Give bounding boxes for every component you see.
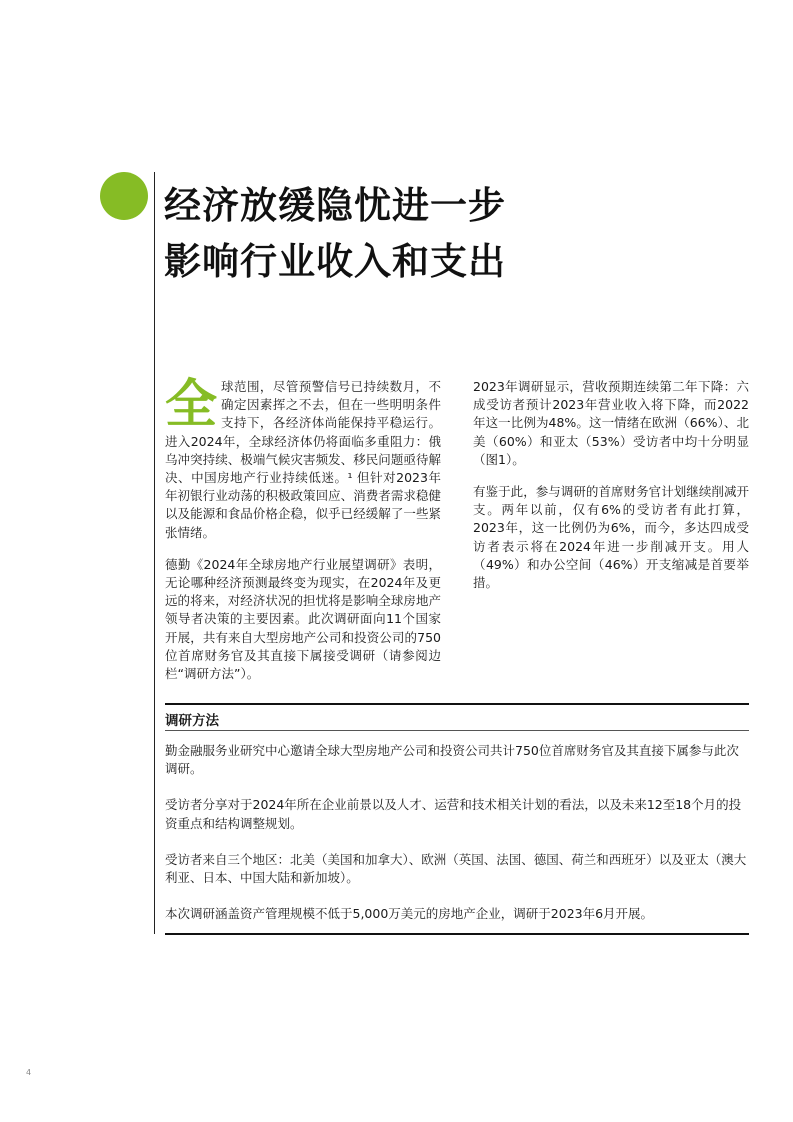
green-circle-icon — [100, 172, 148, 220]
sidebar-bottom-rule — [165, 933, 749, 935]
revenue-paragraph: 2023年调研显示，营收预期连续第二年下降：六成受访者预计2023年营业收入将下降，而2022年这一比例为48%。这一情绪在欧洲（66%）、北美（60%）和亚太（53%）受访者中均十分明显（图1）。 — [473, 379, 749, 467]
title-line-1: 经济放缓隐忧进一步 — [164, 184, 506, 227]
intro-paragraph-text: 球范围，尽管预警信号已持续数月，不确定因素挥之不去，但在一些明明条件支持下，各经济体尚能保持平稳运行。进入2024年，全球经济体仍将面临多重阻力：俄乌冲突持续、极端气候灾害频发、移民问题亟待解决、中国房地产行业持续低迷。¹ 但针对2023年年初银行业动荡的积极政策回应、消费者需求稳健以及能源和食品价格企稳，似乎已经缓解了一些紧张情绪。 — [165, 379, 441, 540]
sidebar-heading: 调研方法 — [165, 713, 219, 729]
spending-paragraph: 有鉴于此，参与调研的首席财务官计划继续削减开支。两年以前，仅有6%的受访者有此打算，2023年，这一比例仍为6%，而今，多达四成受访者表示将在2024年进一步削减开支。用人（49%）和办公空间（46%）开支缩减是首要举措。 — [473, 484, 749, 591]
sidebar-paragraph: 受访者分享对于2024年所在企业前景以及人才、运营和技术相关计划的看法，以及未来12至18个月的投资重点和结构调整规划。 — [165, 797, 742, 831]
drop-cap: 全 — [165, 375, 218, 435]
vertical-divider — [154, 172, 155, 934]
sidebar-heading-rule — [165, 730, 749, 731]
sidebar-paragraph: 受访者来自三个地区：北美（美国和加拿大）、欧洲（英国、法国、德国、荷兰和西班牙）以及亚太（澳大利亚、日本、中国大陆和新加坡）。 — [165, 851, 747, 886]
page-title — [164, 178, 506, 290]
title-line-2: 影响行业收入和支出 — [164, 240, 506, 283]
sidebar-paragraph: 勤金融服务业研究中心邀请全球大型房地产公司和投资公司共计750位首席财务官及其直接下属参与此次调研。 — [165, 743, 739, 777]
methodology-sidebar — [165, 742, 749, 941]
right-column — [473, 378, 749, 606]
sidebar-paragraph: 本次调研涵盖资产管理规模不低于5,000万美元的房地产企业，调研于2023年6月开展。 — [165, 906, 654, 922]
survey-paragraph: 德勤《2024年全球房地产行业展望调研》表明，无论哪种经济预测最终变为现实，在2024年及更远的将来，对经济状况的担忧将是影响全球房地产领导者决策的主要因素。此次调研面向11个国家开展，共有来自大型房地产公司和投资公司的750位首席财务官及其直接下属接受调研（请参阅边栏“调研方法”）。 — [165, 556, 441, 682]
intro-paragraph — [165, 375, 441, 542]
left-column — [165, 375, 441, 697]
page-number: 4 — [26, 1068, 32, 1077]
sidebar-top-rule — [165, 703, 749, 705]
